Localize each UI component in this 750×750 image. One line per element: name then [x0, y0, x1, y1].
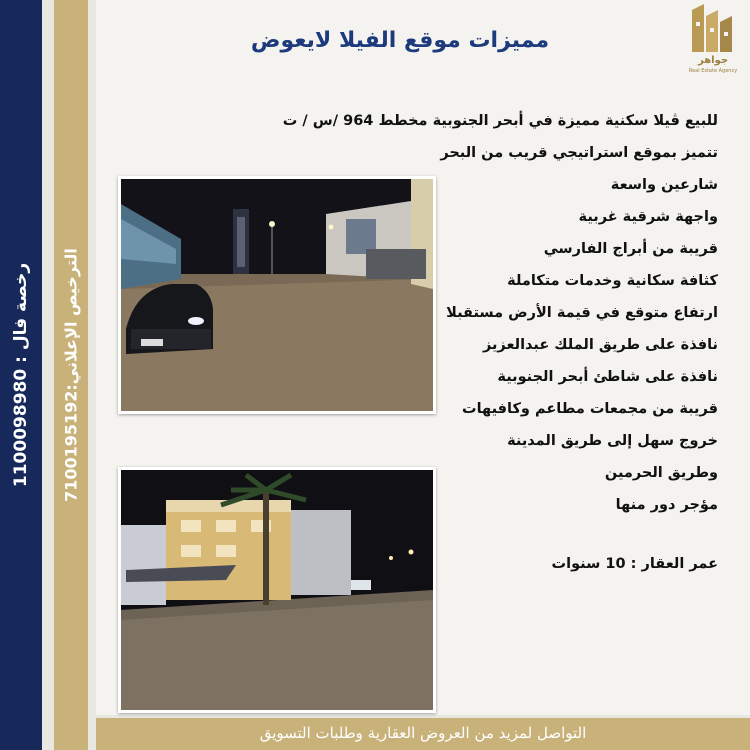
logo-subtitle: Real Estate Agency: [688, 68, 738, 74]
list-item: نافذة على شاطئ أبحر الجنوبية: [497, 369, 718, 385]
logo-name: جواهر: [697, 55, 729, 66]
list-item: نافذة على طريق الملك عبدالعزيز: [482, 337, 718, 353]
footer-text: التواصل لمزيد من العروض العقارية وطلبات التسويق: [259, 724, 587, 742]
list-item: تتميز بموقع استراتيجي قريب من البحر: [440, 145, 718, 161]
list-item: شارعين واسعة: [610, 177, 718, 193]
list-item: خروج سهل إلى طريق المدينة: [507, 433, 718, 449]
list-item: قريبة من أبراج الفارسي: [543, 241, 718, 257]
list-item: كثافة سكانية وخدمات متكاملة: [507, 273, 718, 289]
villa-photo-2: [118, 467, 436, 713]
footer-bar: [96, 718, 750, 750]
ad-license-text: الترخيص الإعلاني:7100195192: [61, 248, 81, 502]
ad-license-band: [54, 0, 88, 750]
license-band: [0, 0, 42, 750]
page-title: مميزات موقع الفيلا لايعوض: [250, 28, 550, 53]
list-item: واجهة شرقية غربية: [578, 209, 718, 225]
list-item: قريبة من مجمعات مطاعم وكافيهات: [462, 401, 718, 417]
list-item: ارتفاع متوقع في قيمة الأرض مستقبلا: [446, 305, 718, 321]
fal-license-text: رخصة فال : 1100098980: [11, 262, 31, 488]
list-item: وطريق الحرمين: [604, 465, 718, 481]
list-item: للبيع ڤيلا سكنية مميزة في أبحر الجنوبية مخطط 964 /س / ت: [282, 113, 718, 129]
list-item: مؤجر دور منها: [615, 497, 718, 513]
street-photo-1: [118, 176, 436, 414]
property-age: عمر العقار : 10 سنوات: [551, 556, 718, 572]
